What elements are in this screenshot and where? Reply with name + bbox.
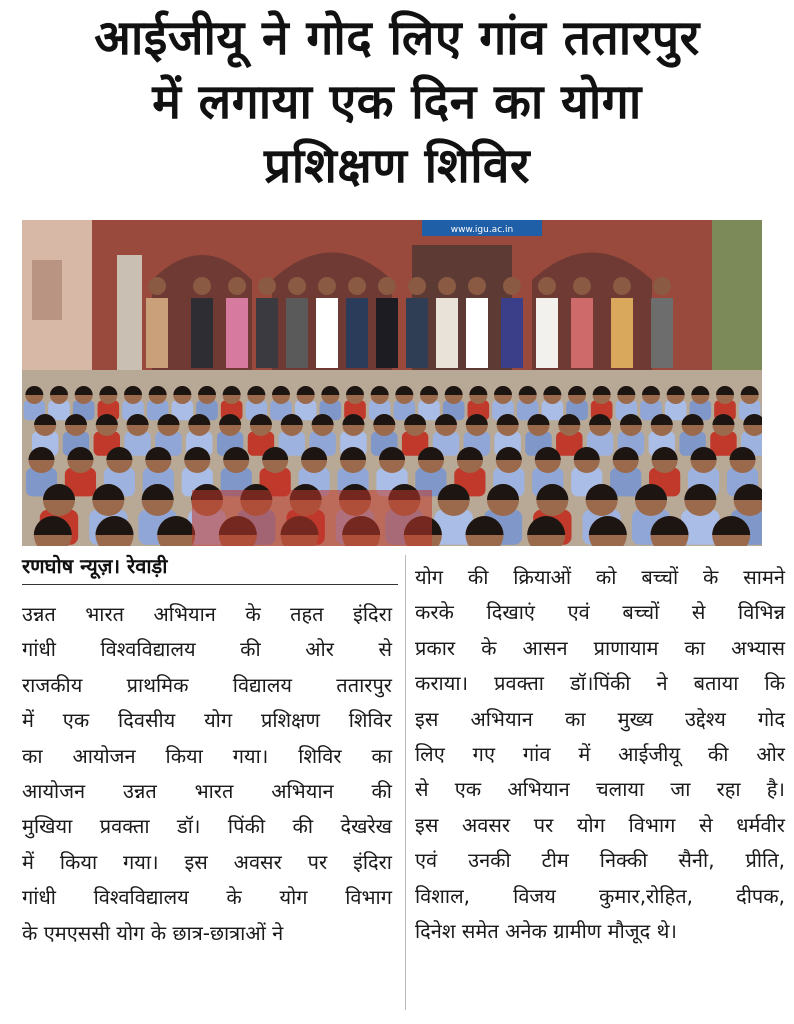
article-line: इस अवसर पर योग विभाग से धर्मवीर bbox=[415, 812, 785, 837]
headline-line: में लगाया एक दिन का योगा bbox=[152, 74, 642, 130]
article-line: में एक दिवसीय योग प्रशिक्षण शिविर bbox=[22, 708, 392, 733]
headline bbox=[14, 6, 780, 198]
adult-figure bbox=[651, 277, 673, 368]
adult-figure bbox=[346, 277, 368, 368]
article-line: कराया। प्रवक्ता डॉ।पिंकी ने बताया कि bbox=[415, 671, 785, 696]
child-figure bbox=[418, 386, 440, 420]
article-line: करके दिखाएं एवं बच्चों से विभिन्न bbox=[415, 600, 785, 625]
adult-figure bbox=[256, 277, 278, 368]
adult-figure bbox=[501, 277, 523, 368]
article-line: गांधी विश्वविद्यालय के योग विभाग bbox=[22, 885, 392, 910]
article-line: दिनेश समेत अनेक ग्रामीण मौजूद थे। bbox=[415, 919, 677, 944]
byline: रणघोष न्यूज़। रेवाड़ी bbox=[22, 554, 168, 578]
article-line: विशाल, विजय कुमार,रोहित, दीपक, bbox=[415, 883, 785, 908]
article-line: राजकीय प्राथमिक विद्यालय ततारपुर bbox=[22, 672, 392, 697]
child-figure bbox=[542, 386, 564, 420]
adult-figure bbox=[536, 277, 558, 368]
article-line: के एमएससी योग के छात्र-छात्राओं ने bbox=[22, 920, 284, 945]
headline-line: आईजीयू ने गोद लिए गांव ततारपुर bbox=[94, 10, 700, 66]
article-line: इस अभियान का मुख्य उद्देश्य गोद bbox=[415, 706, 785, 731]
article-line: एवं उनकी टीम निक्की सैनी, प्रीति, bbox=[415, 848, 785, 873]
article-line: उन्नत भारत अभियान के तहत इंदिरा bbox=[22, 602, 392, 626]
adult-figure bbox=[376, 277, 398, 368]
child-figure bbox=[48, 386, 70, 420]
adult-figure bbox=[466, 277, 488, 368]
article-line: मुखिया प्रवक्ता डॉ। पिंकी की देखरेख bbox=[22, 814, 392, 839]
article-line: में किया गया। इस अवसर पर इंदिरा bbox=[22, 849, 392, 874]
adult-figure bbox=[316, 277, 338, 368]
child-figure bbox=[665, 386, 687, 420]
article-column-left bbox=[22, 597, 392, 951]
article-line: से एक अभियान चलाया जा रहा है। bbox=[415, 777, 785, 802]
adult-figure bbox=[571, 277, 593, 368]
article-line: गांधी विश्वविद्यालय की ओर से bbox=[22, 637, 392, 662]
article-column-right bbox=[415, 560, 785, 949]
adult-figure bbox=[436, 277, 458, 368]
adult-figure bbox=[406, 277, 428, 368]
adult-figure bbox=[146, 277, 168, 368]
column-divider bbox=[405, 555, 406, 1010]
article-line: का आयोजन किया गया। शिविर का bbox=[22, 743, 392, 768]
adult-figure bbox=[286, 277, 308, 368]
photo-illustration bbox=[22, 220, 762, 546]
news-photo bbox=[22, 220, 762, 546]
child-figure bbox=[415, 447, 446, 496]
child-figure bbox=[172, 386, 194, 420]
adult-figure bbox=[226, 277, 248, 368]
article-line: प्रकार के आसन प्राणायाम का अभ्यास bbox=[415, 635, 785, 660]
byline-divider bbox=[22, 584, 398, 585]
child-figure bbox=[124, 414, 150, 456]
article-line: योग की क्रियाओं को बच्चों के सामने bbox=[415, 565, 785, 589]
adult-figure bbox=[611, 277, 633, 368]
child-figure bbox=[556, 414, 582, 456]
article-line: लिए गए गांव में आईजीयू की ओर bbox=[415, 742, 785, 767]
child-figure bbox=[610, 447, 641, 496]
banner-text: www.igu.ac.in bbox=[450, 225, 514, 235]
child-figure bbox=[295, 386, 317, 420]
child-figure bbox=[710, 414, 736, 456]
adult-figure bbox=[191, 277, 213, 368]
article-line: आयोजन उन्नत भारत अभियान की bbox=[22, 779, 392, 804]
headline-line: प्रशिक्षण शिविर bbox=[263, 138, 531, 194]
